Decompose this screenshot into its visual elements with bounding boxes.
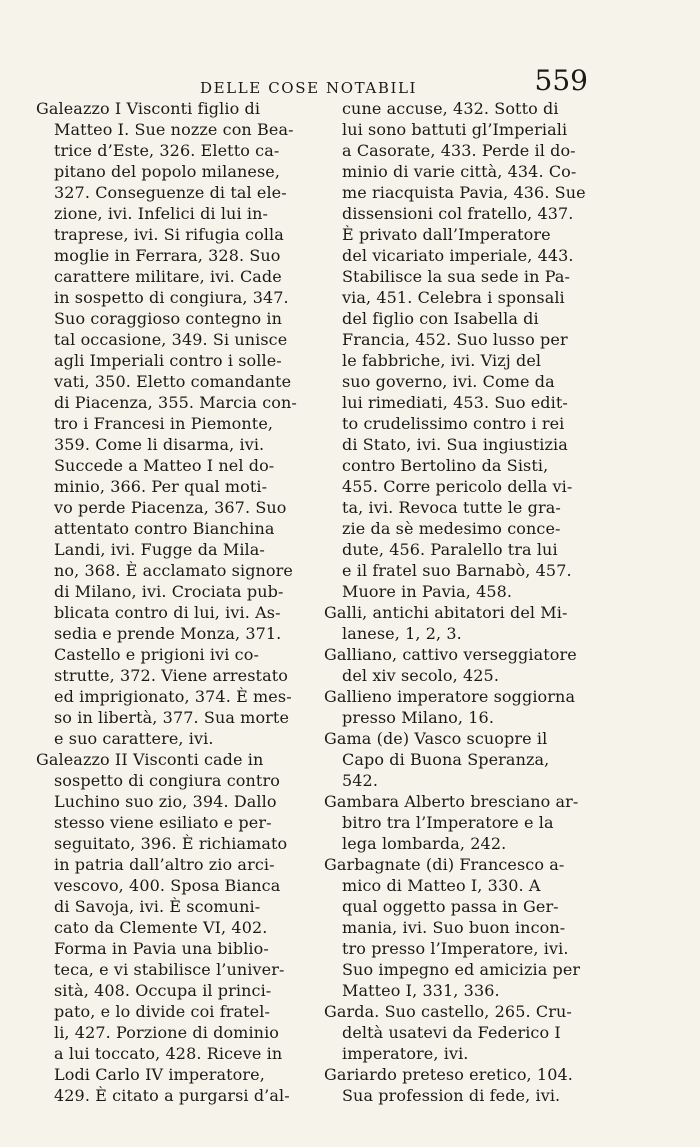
- index-line: Suo impegno ed amicizia per: [342, 960, 581, 979]
- index-line: Francia, 452. Suo lusso per: [342, 330, 568, 349]
- index-line: Matteo I. Sue nozze con Bea-: [54, 120, 294, 139]
- index-line: contro Bertolino da Sisti,: [342, 456, 549, 475]
- index-line: qual oggetto passa in Ger-: [342, 897, 559, 916]
- index-line: Galli, antichi abitatori del Mi-: [324, 603, 568, 622]
- index-line: Succede a Matteo I nel do-: [54, 456, 275, 475]
- index-line: Galliano, cattivo verseggiatore: [324, 645, 577, 664]
- index-line: imperatore, ivi.: [342, 1044, 469, 1063]
- index-line: in sospetto di congiura, 347.: [54, 288, 289, 307]
- index-line: le fabbriche, ivi. Vizj del: [342, 351, 542, 370]
- index-line: zione, ivi. Infelici di lui in-: [54, 204, 268, 223]
- index-line: seguitato, 396. È richiamato: [54, 834, 288, 853]
- index-line: lui rimediati, 453. Suo edit-: [342, 393, 568, 412]
- index-line: di Milano, ivi. Crociata pub-: [54, 582, 284, 601]
- index-line: deltà usatevi da Federico I: [342, 1023, 561, 1042]
- index-line: agli Imperiali contro i solle-: [54, 351, 282, 370]
- index-line: blicata contro di lui, ivi. As-: [54, 603, 281, 622]
- index-line: attentato contro Bianchina: [54, 519, 275, 538]
- index-line: Galeazzo I Visconti figlio di: [36, 99, 261, 118]
- index-line: 429. È citato a purgarsi d’al-: [54, 1086, 290, 1105]
- index-line: 455. Corre pericolo della vi-: [342, 477, 573, 496]
- index-line: Garbagnate (di) Francesco a-: [324, 855, 565, 874]
- index-line: trice d’Este, 326. Eletto ca-: [54, 141, 280, 160]
- index-line: a Casorate, 433. Perde il do-: [342, 141, 576, 160]
- index-line: e il fratel suo Barnabò, 457.: [342, 561, 572, 580]
- index-line: 359. Come li disarma, ivi.: [54, 435, 265, 454]
- index-line: me riacquista Pavia, 436. Sue: [342, 183, 586, 202]
- index-line: di Savoja, ivi. È scomuni-: [54, 897, 261, 916]
- index-line: tro i Francesi in Piemonte,: [54, 414, 274, 433]
- index-line: Gambara Alberto bresciano ar-: [324, 792, 579, 811]
- index-line: pato, e lo divide coi fratel-: [54, 1002, 270, 1021]
- index-line: dute, 456. Paralello tra lui: [342, 540, 558, 559]
- index-line: no, 368. È acclamato signore: [54, 561, 293, 580]
- index-line: stesso viene esiliato e per-: [54, 813, 272, 832]
- running-title: DELLE COSE NOTABILI: [200, 79, 418, 97]
- index-line: minio di varie città, 434. Co-: [342, 162, 577, 181]
- index-line: suo governo, ivi. Come da: [342, 372, 555, 391]
- index-line: Galeazzo II Visconti cade in: [36, 750, 264, 769]
- index-line: 327. Conseguenze di tal ele-: [54, 183, 287, 202]
- index-line: Sua profession di fede, ivi.: [342, 1086, 561, 1105]
- index-line: bitro tra l’Imperatore e la: [342, 813, 554, 832]
- left-column: [36, 98, 308, 1138]
- index-line: Gariardo preteso eretico, 104.: [324, 1065, 573, 1084]
- index-line: ed imprigionato, 374. È mes-: [54, 687, 292, 706]
- index-line: mico di Matteo I, 330. A: [342, 876, 541, 895]
- index-line: vati, 350. Eletto comandante: [54, 372, 292, 391]
- index-line: Castello e prigioni ivi co-: [54, 645, 259, 664]
- index-line: Luchino suo zio, 394. Dallo: [54, 792, 277, 811]
- index-line: sospetto di congiura contro: [54, 771, 280, 790]
- index-line: lega lombarda, 242.: [342, 834, 507, 853]
- index-line: Stabilisce la sua sede in Pa-: [342, 267, 571, 286]
- index-line: so in libertà, 377. Sua morte: [54, 708, 290, 727]
- index-line: del vicariato imperiale, 443.: [342, 246, 574, 265]
- index-line: È privato dall’Imperatore: [342, 225, 551, 244]
- index-line: in patria dall’altro zio arci-: [54, 855, 275, 874]
- index-line: vo perde Piacenza, 367. Suo: [54, 498, 287, 517]
- index-line: strutte, 372. Viene arrestato: [54, 666, 288, 685]
- index-line: carattere militare, ivi. Cade: [54, 267, 282, 286]
- index-line: teca, e vi stabilisce l’univer-: [54, 960, 285, 979]
- index-line: sedia e prende Monza, 371.: [54, 624, 282, 643]
- index-line: lanese, 1, 2, 3.: [342, 624, 462, 643]
- index-line: Gama (de) Vasco scuopre il: [324, 729, 548, 748]
- index-line: tal occasione, 349. Si unisce: [54, 330, 288, 349]
- index-line: pitano del popolo milanese,: [54, 162, 281, 181]
- index-line: Gallieno imperatore soggiorna: [324, 687, 576, 706]
- index-line: traprese, ivi. Si rifugia colla: [54, 225, 284, 244]
- index-line: di Stato, ivi. Sua ingiustizia: [342, 435, 568, 454]
- index-line: to crudelissimo contro i rei: [342, 414, 565, 433]
- index-line: lui sono battuti gl’Imperiali: [342, 120, 568, 139]
- index-line: e suo carattere, ivi.: [54, 729, 214, 748]
- index-line: li, 427. Porzione di dominio: [54, 1023, 280, 1042]
- index-line: sità, 408. Occupa il princi-: [54, 981, 272, 1000]
- index-line: Lodi Carlo IV imperatore,: [54, 1065, 265, 1084]
- index-line: a lui toccato, 428. Riceve in: [54, 1044, 283, 1063]
- index-line: 542.: [342, 771, 379, 790]
- index-line: mania, ivi. Suo buon incon-: [342, 918, 566, 937]
- index-line: Suo coraggioso contegno in: [54, 309, 283, 328]
- index-line: via, 451. Celebra i sponsali: [342, 288, 565, 307]
- index-line: cune accuse, 432. Sotto di: [342, 99, 559, 118]
- index-line: del xiv secolo, 425.: [342, 666, 499, 685]
- index-line: minio, 366. Per qual moti-: [54, 477, 268, 496]
- index-line: Muore in Pavia, 458.: [342, 582, 513, 601]
- index-line: ta, ivi. Revoca tutte le gra-: [342, 498, 561, 517]
- index-line: cato da Clemente VI, 402.: [54, 918, 268, 937]
- index-line: presso Milano, 16.: [342, 708, 495, 727]
- index-line: di Piacenza, 355. Marcia con-: [54, 393, 297, 412]
- index-line: dissensioni col fratello, 437.: [342, 204, 574, 223]
- page-number: 559: [534, 64, 588, 97]
- right-column: [324, 98, 596, 1138]
- index-line: tro presso l’Imperatore, ivi.: [342, 939, 569, 958]
- index-line: Capo di Buona Speranza,: [342, 750, 550, 769]
- index-line: Forma in Pavia una biblio-: [54, 939, 269, 958]
- index-line: Landi, ivi. Fugge da Mila-: [54, 540, 265, 559]
- index-line: Matteo I, 331, 336.: [342, 981, 500, 1000]
- index-line: Garda. Suo castello, 265. Cru-: [324, 1002, 572, 1021]
- index-line: zie da sè medesimo conce-: [342, 519, 561, 538]
- index-line: vescovo, 400. Sposa Bianca: [54, 876, 281, 895]
- index-line: moglie in Ferrara, 328. Suo: [54, 246, 281, 265]
- index-line: del figlio con Isabella di: [342, 309, 539, 328]
- index-columns: [36, 98, 596, 1138]
